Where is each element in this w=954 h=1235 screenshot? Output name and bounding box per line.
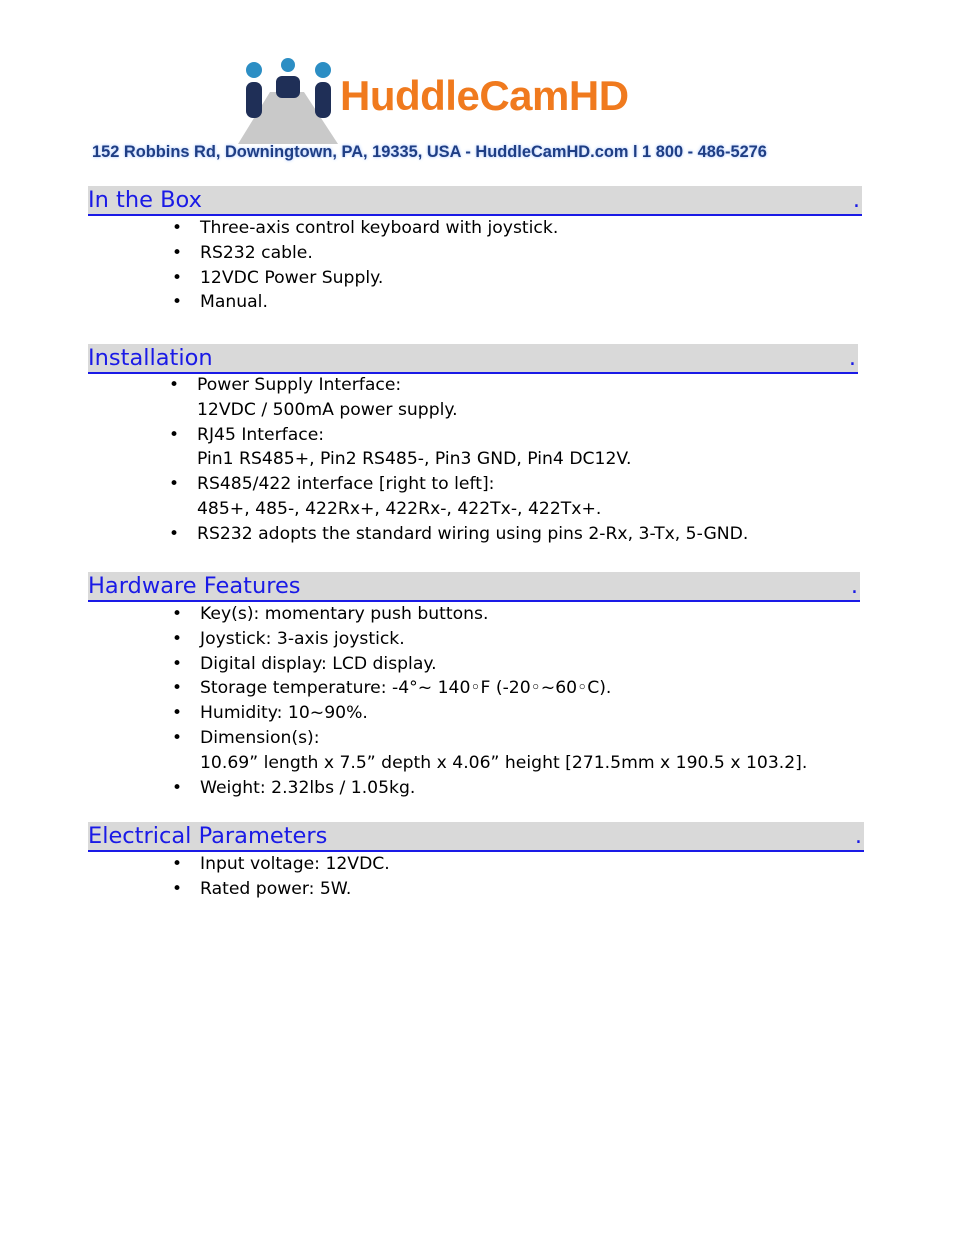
- bullet-icon: •: [172, 292, 183, 313]
- section-header-in-the-box: [88, 186, 862, 216]
- list-item: • Humidity: 10~90%.: [200, 701, 807, 726]
- section-title: Installation: [88, 345, 213, 371]
- list-item: • Storage temperature: -4°~ 140◦F (-20◦~60◦C).: [200, 676, 807, 701]
- section-dot: .: [850, 573, 858, 599]
- list-item: • RS232 adopts the standard wiring using pins 2-Rx, 3-Tx, 5-GND.: [197, 522, 748, 547]
- list-item: • Digital display: LCD display.: [200, 652, 807, 677]
- list-item: • Key(s): momentary push buttons.: [200, 602, 807, 627]
- section-title: Electrical Parameters: [88, 823, 328, 849]
- bullet-icon: •: [169, 523, 180, 544]
- brand-name: HuddleCamHD: [340, 72, 629, 119]
- list-item: • Input voltage: 12VDC.: [200, 852, 390, 877]
- section-dot: .: [852, 187, 860, 213]
- list-in-the-box: [172, 216, 559, 315]
- section-header-electrical-parameters: [88, 822, 864, 852]
- list-item: • RJ45 Interface: Pin1 RS485+, Pin2 RS485-, Pin3 GND, Pin4 DC12V.: [169, 424, 632, 470]
- list-item: • Rated power: 5W.: [200, 877, 390, 902]
- people-figures-logo-icon: [232, 56, 342, 146]
- bullet-icon: •: [172, 703, 183, 724]
- bullet-icon: •: [172, 777, 183, 798]
- list-item: • Joystick: 3-axis joystick.: [200, 627, 807, 652]
- bullet-icon: •: [172, 727, 183, 748]
- section-dot: .: [854, 823, 862, 849]
- bullet-icon: •: [169, 474, 180, 495]
- list-item: • RS232 cable.: [200, 241, 558, 266]
- section-title: Hardware Features: [88, 573, 301, 599]
- list-installation: [169, 373, 749, 547]
- list-electrical-parameters: [172, 852, 390, 902]
- list-item: • Dimension(s): 10.69” length x 7.5” depth x 4.06” height [271.5mm x 190.5 x 103.2].: [172, 727, 808, 773]
- bullet-icon: •: [172, 218, 183, 238]
- bullet-icon: •: [172, 854, 183, 874]
- bullet-icon: •: [172, 604, 183, 624]
- section-title: In the Box: [88, 187, 202, 213]
- bullet-icon: •: [172, 678, 183, 699]
- list-item: • Weight: 2.32lbs / 1.05kg.: [200, 776, 807, 801]
- bullet-icon: •: [169, 375, 180, 395]
- bullet-icon: •: [172, 267, 183, 288]
- bullet-icon: •: [172, 653, 183, 674]
- bullet-icon: •: [172, 878, 183, 899]
- company-logo: [232, 56, 692, 146]
- list-item: • Manual.: [200, 290, 558, 315]
- list-item: • RS485/422 interface [right to left]: 485+, 485-, 422Rx+, 422Rx-, 422Tx-, 422Tx+.: [169, 474, 602, 519]
- section-dot: .: [848, 345, 856, 371]
- company-address: 152 Robbins Rd, Downingtown, PA, 19335, USA - HuddleCamHD.com l 1 800 - 486-5276: [92, 143, 767, 161]
- bullet-icon: •: [169, 424, 180, 445]
- list-item: • 12VDC Power Supply.: [200, 266, 558, 291]
- list-hardware-features: [172, 602, 808, 800]
- bullet-icon: •: [172, 628, 183, 649]
- section-header-installation: [88, 344, 858, 374]
- section-header-hardware-features: [88, 572, 860, 602]
- list-item: • Power Supply Interface: 12VDC / 500mA power supply.: [169, 375, 458, 420]
- bullet-icon: •: [172, 242, 183, 263]
- list-item: • Three-axis control keyboard with joystick.: [200, 216, 558, 241]
